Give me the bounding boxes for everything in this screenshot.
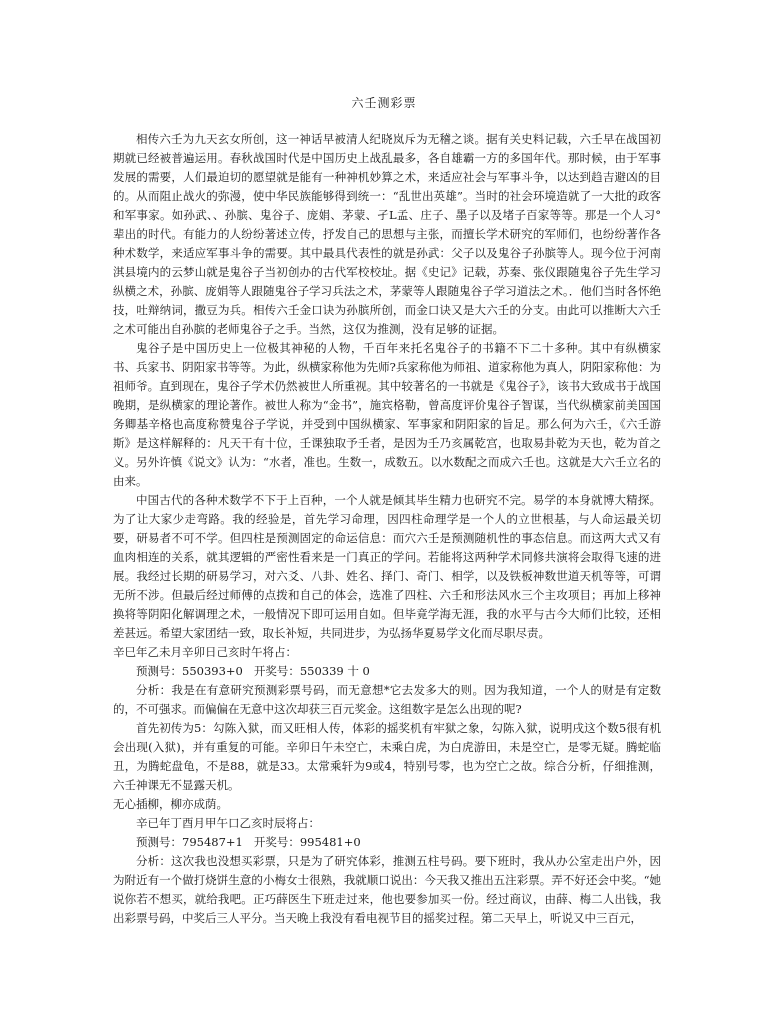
case1-result-value: 550339 十 0 (299, 664, 370, 678)
paragraph-2: 鬼谷子是中国历史上一位极其神秘的人物，千百年来托名鬼谷子的书籍不下二十多种。其中有纵横家书、兵家书、阴阳家书等等。为此，纵横家称他为先师?兵家称他为师祖、道家称他为真人，阴阳家称他：为祖师爷。直到现在，鬼谷子学术仍然被世人所重视。其中较著名的一书就是《鬼谷子》，该书大致成书于战国晚期，是纵横家的理论著作。被世人称为“金书”，施宾格勒，曾高度评价鬼谷子智谋，当代纵横家前美国国务卿基辛格也高度称赞鬼谷子学说，并受到中国纵横家、军事家和阴阳家的旨足。那么何为六壬，《六壬游斯》是这样解释的：凡天干有十位，壬课独取予壬者，是因为壬乃亥属乾宫，也取易卦乾为天也，乾为首之义。另外许慎《说文》认为：“水者，准也。生数一，成数五。以水数配之而成六壬也。这就是大六壬立名的由来。 (113, 341, 661, 488)
case1-numbers (113, 662, 661, 681)
document-title: 六壬测彩票 (351, 96, 417, 110)
document-body (113, 130, 661, 928)
case1-date: 辛巳年乙未月辛卯日己亥时午将占： (113, 645, 297, 659)
case2-analysis: 分析：这次我也没想买彩票，只是为了研究体彩，推测五柱号码。要下班时，我从办公室走出户外，因为附近有一个做打烧饼生意的小梅女士很熟，我就顺口说出：今天我又推出五注彩票。弄不好还会中奖。“她说你若不想买，就给我吧。正巧薛医生下班走过来，他也要参加买一份。经过商议，由薛、梅二人出钱，我出彩票号码，中奖后三人平分。当天晚上我没有看电视节目的摇奖过程。第二天早上，听说又中三百元， (113, 854, 661, 925)
case1-result-label: 开奖号： (253, 664, 300, 678)
paragraph-1: 相传六壬为九天玄女所创，这一神话早被清人纪晓岚斥为无稽之谈。据有关史料记载，六壬早在战国初期就已经被普遍运用。春秋战国时代是中国历史上战乱最多，各自雄霸一方的多国年代。那时候，由于军事发展的需要，人们最迫切的愿望就是能有一种神机妙算之术，来适应社会与军事斗争，以达到趋吉避凶的目的。从而阻止战火的弥漫，使中华民族能够得到统一：“乱世出英雄”。当时的社会环境造就了一大批的政客和军事家。如孙武、、孙膑、鬼谷子、庞娟、茅蒙、孑L孟、庄子、墨子以及堵子百家等等。那是一个人习°辈出的时代。有能力的人纷纷著述立传，抒发自己的思想与主张，而擅长学术研究的军师们，也纷纷著作各种术数学，来适应军事斗争的需要。其中最具代表性的就是孙武：父子以及鬼谷子孙膑等人。现今位于河南淇县境内的云梦山就是鬼谷子当初创办的古代军校校址。据《史记》记载，苏秦、张仪跟随鬼谷子先生学习纵横之术，孙膑、庞娟等人跟随鬼谷子学习兵法之术，茅蒙等人跟随鬼谷子学习道法之术。．他们当时各怀绝技，吐辩纳词，撒豆为兵。相传六壬金口诀为孙膑所创，而金口诀又是大六壬的分支。由此可以推断大六壬之术可能出自孙膑的老师鬼谷子之手。当然，这仅为推测，没有足够的证据。 (113, 132, 661, 336)
case2-numbers (113, 833, 661, 852)
case2-prediction-label: 预测号： (136, 835, 182, 849)
case1-analysis: 分析：我是在有意研究预测彩票号码，而无意想*它去发多大的则。因为我知道，一个人的财是有定数的，不可强求。而偏偏在无意中这次却获三百元奖金。这组数字是怎么出现的呢? (113, 683, 661, 716)
case1-proverb: 无心插柳，柳亦成荫。 (113, 797, 228, 811)
case1-prediction-label: 预测号： (136, 664, 182, 678)
paragraph-3: 中国古代的各种术数学不下于上百种，一个人就是倾其毕生精力也研究不完。易学的本身就博大精探。为了让大家少走弯路。我的经验是，首先学习命理，因四柱命理学是一个人的立世根基，与人命运最关切要，研易者不可不学。但四柱是预测固定的命运信息：而穴六壬是预测随机性的事态信息。而这两大式又有血肉相连的关系，就其逻辑的严密性看来是一门真正的学问。若能将这两种学术同修共演将会取得飞速的进展。我经过长期的研易学习，对六爻、八卦、姓名、择门、奇门、相学，以及铁板神数世道天机等等，可谓无所不涉。但最后经过师傅的点拨和自己的体会，选准了四柱、六壬和形法风水三个主攻项目；再加上移神换将等阴阳化解调理之术，一般情况下即可运用自如。但毕竟学海无涯，我的水平与古今大师们比较，还相差甚远。希望大家团结一致，取长补短，共同进步，为弘扬华夏易学文化而尽职尽责。 (113, 493, 661, 640)
case2-date: 辛已年丁酉月甲午口乙亥时辰将占： (136, 816, 320, 830)
case2-result-label: 开奖号： (253, 835, 300, 849)
case1-detail: 首先初传为5：勾陈入狱，而又旺相人传，体彩的摇奖机有牢狱之象，勾陈入狱，说明戌这个数5很有机会出现(入狱)，并有重复的可能。辛卯日午未空亡，未乘白虎，为白虎游田，未是空亡，是零无疑。腾蛇临丑，为腾蛇盘龟，不是88，就是33。太常乘轩为9或4，特别号零，也为空亡之故。综合分析，仔细推测，六壬神课无不显露天机。 (113, 721, 661, 792)
case1-prediction-value: 550393+0 (182, 664, 243, 678)
case2-result-value: 995481+0 (299, 835, 361, 849)
case2-prediction-value: 795487+1 (182, 835, 243, 849)
